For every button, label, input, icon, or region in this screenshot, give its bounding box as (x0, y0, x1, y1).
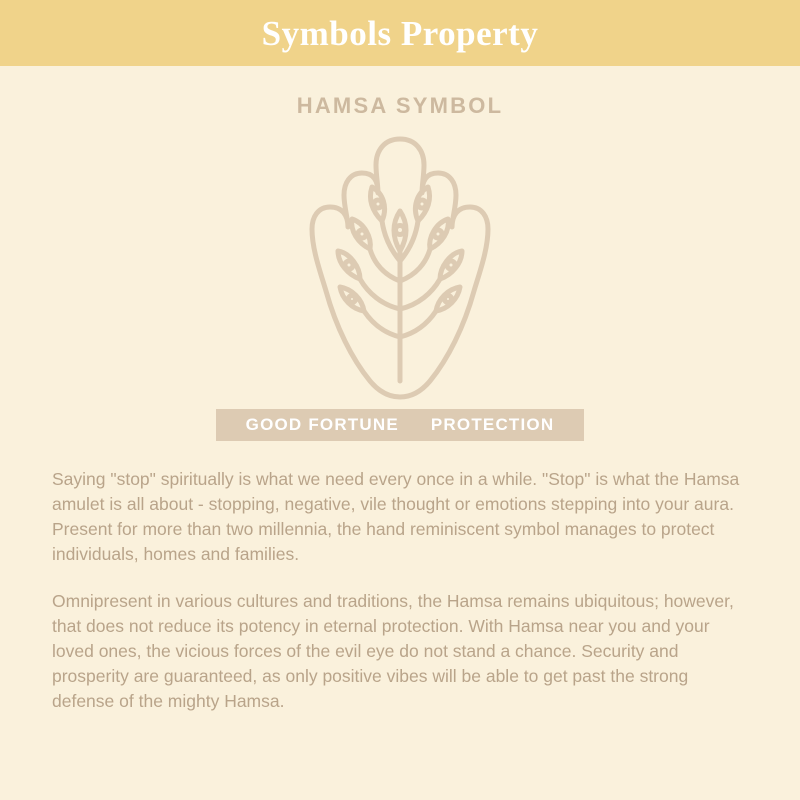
page-header (0, 0, 800, 66)
paragraph: Omnipresent in various cultures and traditions, the Hamsa remains ubiquitous; however, that does not reduce its potency in eternal protection. With Hamsa near you and your loved ones, the vicious forces of the evil eye do not stand a chance. Security and prosperity are guaranteed, as only positive vibes will be able to get past the strong defense of the mighty Hamsa. (52, 591, 734, 711)
status-badge: GOOD FORTUNE (245, 415, 399, 434)
tags-row (0, 409, 800, 441)
tags-badge-group (216, 409, 585, 441)
page-title: Symbols Property (261, 13, 539, 53)
paragraph: Saying "stop" spiritually is what we need every once in a while. "Stop" is what the Hamsa amulet is all about - stopping, negative, vile thought or emotions stepping into your aura. Present for more than two millennia, the hand reminiscent symbol manages to protect individuals, homes and families. (52, 469, 740, 564)
status-badge: PROTECTION (430, 415, 555, 434)
symbol-heading: HAMSA SYMBOL (296, 93, 504, 118)
description-body (52, 467, 748, 714)
page-content (0, 93, 800, 714)
hamsa-hand-symbol-icon (0, 131, 800, 401)
